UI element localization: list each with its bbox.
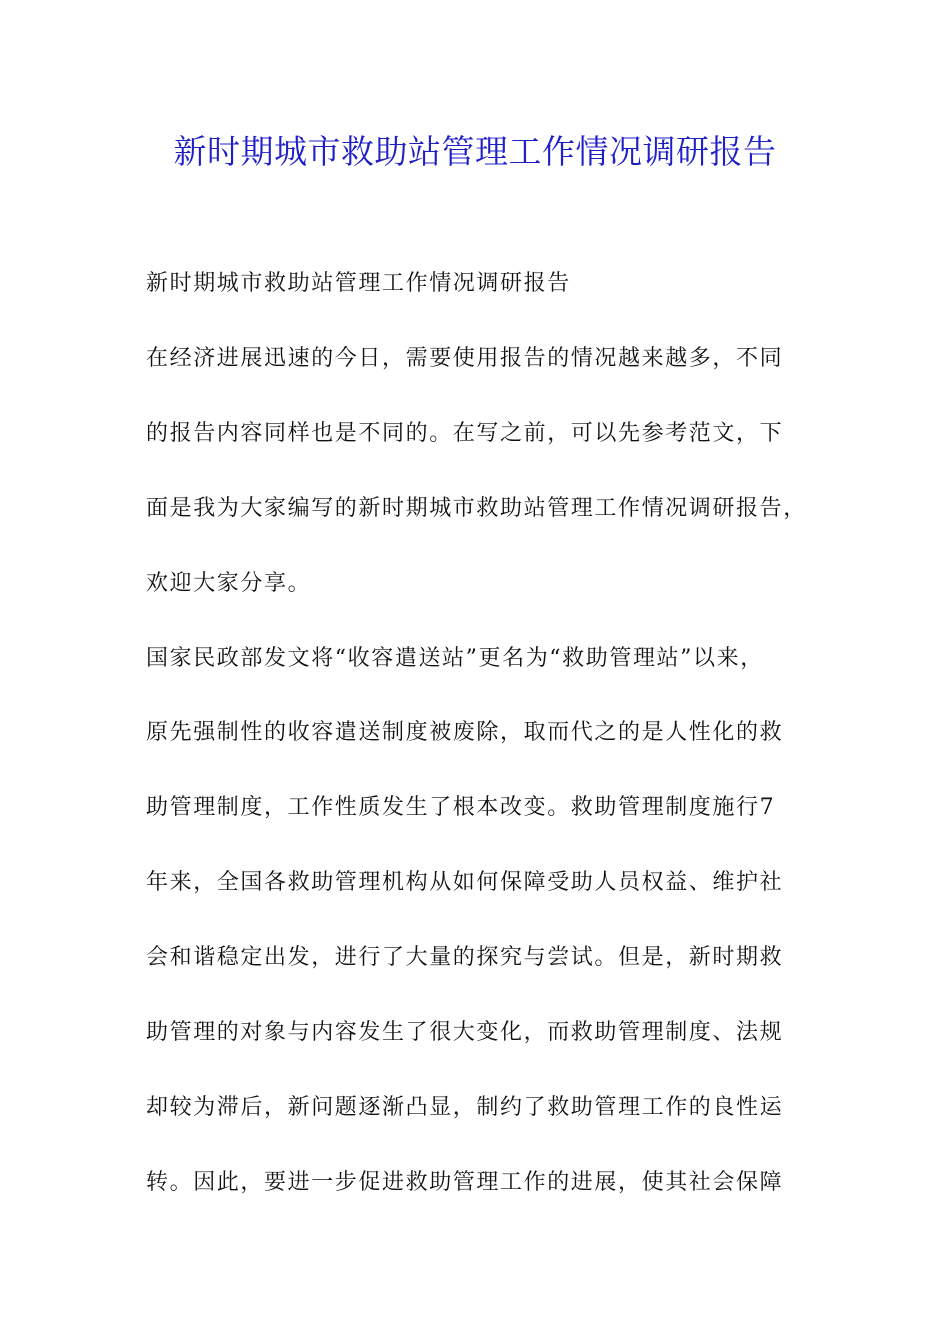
paragraph-1-line-3: 面是我为大家编写的新时期城市救助站管理工作情况调研报告， — [146, 496, 807, 521]
paragraph-1-line-1: 在经济进展迅速的今日，需要使用报告的情况越来越多，不同 — [146, 346, 784, 371]
paragraph-2-line-1: 国家民政部发文将“收容遣送站”更名为“救助管理站”以来， — [146, 646, 764, 671]
paragraph-2-line-3: 助管理制度，工作性质发生了根本改变。救助管理制度施行7 — [146, 795, 776, 820]
paragraph-2-line-8: 转。因此，要进一步促进救助管理工作的进展，使其社会保障 — [146, 1170, 784, 1195]
document-title: 新时期城市救助站管理工作情况调研报告 — [173, 132, 777, 171]
paragraph-2-line-7: 却较为滞后，新问题逐渐凸显，制约了救助管理工作的良性运 — [146, 1095, 784, 1120]
paragraph-1-line-4: 欢迎大家分享。 — [146, 571, 312, 596]
paragraph-2-line-2: 原先强制性的收容遣送制度被废除，取而代之的是人性化的救 — [146, 720, 784, 745]
paragraph-2-line-5: 会和谐稳定出发，进行了大量的探究与尝试。但是，新时期救 — [146, 945, 784, 970]
document-subtitle: 新时期城市救助站管理工作情况调研报告 — [146, 271, 571, 296]
paragraph-1-line-2: 的报告内容同样也是不同的。在写之前，可以先参考范文，下 — [146, 421, 784, 446]
paragraph-2-line-4: 年来，全国各救助管理机构从如何保障受助人员权益、维护社 — [146, 870, 784, 895]
paragraph-2-line-6: 助管理的对象与内容发生了很大变化，而救助管理制度、法规 — [146, 1020, 784, 1045]
